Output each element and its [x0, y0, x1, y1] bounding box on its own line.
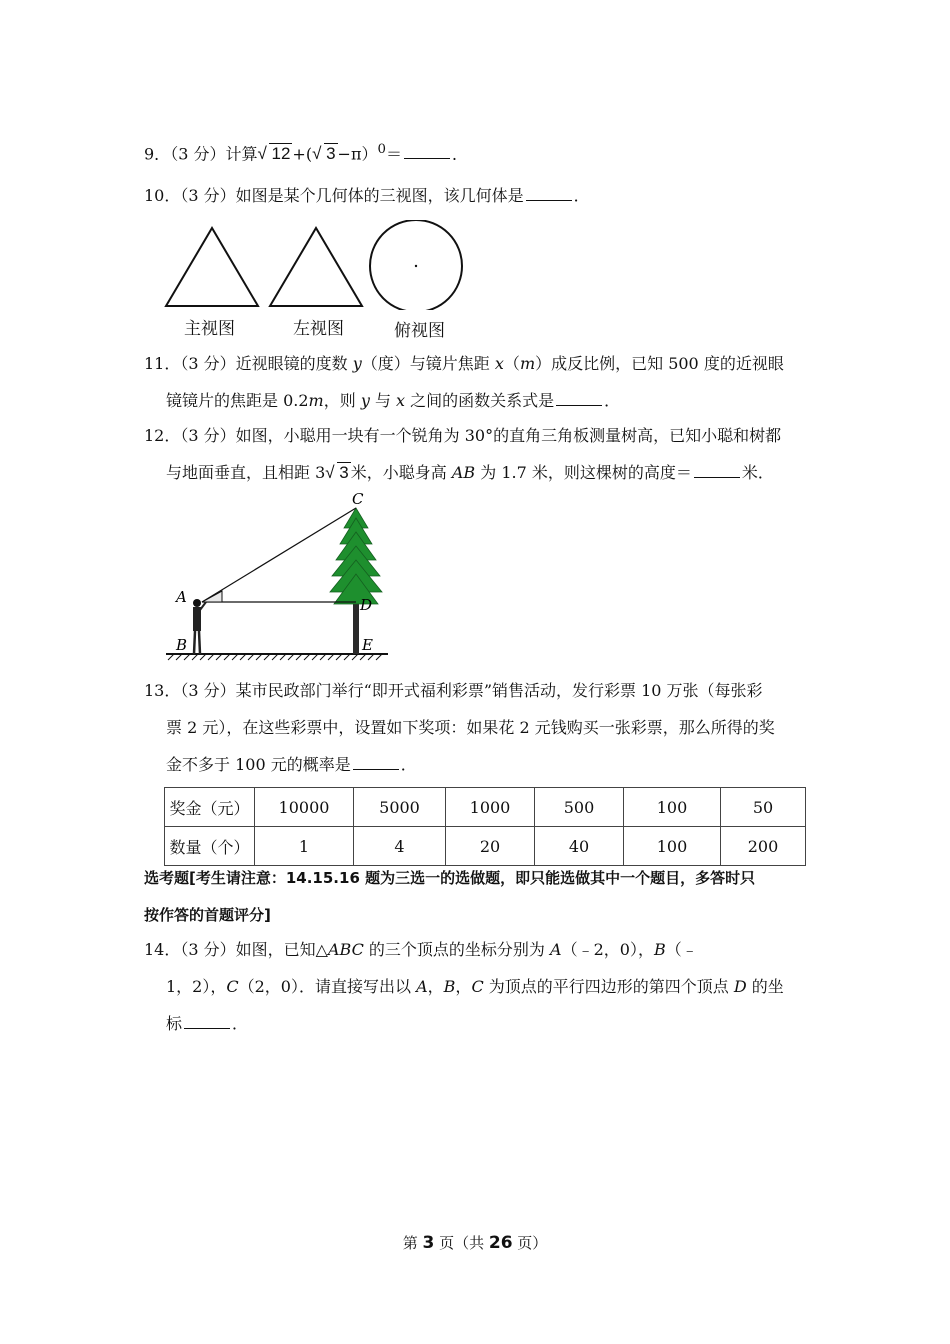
- answer-blank: [694, 463, 740, 478]
- front-view-triangle: [166, 228, 258, 306]
- question-number: 11．: [144, 354, 181, 373]
- var-y: y: [352, 354, 362, 373]
- point-a: A: [550, 940, 562, 959]
- question-score: （3 分）: [180, 940, 236, 959]
- question-number: 13．: [144, 681, 181, 700]
- question-text: （度）与镜片焦距: [361, 354, 495, 373]
- question-9: [144, 140, 468, 164]
- var-x: x: [396, 391, 406, 410]
- elective-notice-line-1: 选考题[考生请注意：14.15.16 题为三选一的选做题，即只能选做其中一个题目，多答时只: [144, 869, 756, 887]
- exponent: 0: [377, 142, 386, 157]
- period: ．: [232, 1014, 249, 1033]
- front-view-caption: 主视图: [184, 319, 235, 339]
- question-10: [144, 186, 590, 206]
- page-footer: [0, 1232, 950, 1253]
- table-cell: 100: [624, 788, 721, 827]
- question-text: （: [503, 354, 520, 373]
- period: ．: [604, 391, 621, 410]
- question-12-line-2: [166, 463, 774, 483]
- question-14-line-1: [144, 940, 698, 960]
- answer-blank: [556, 391, 602, 406]
- answer-blank: [526, 186, 572, 201]
- left-view-caption: 左视图: [293, 319, 344, 339]
- question-text: 的三个顶点的坐标分别为: [363, 940, 551, 959]
- point-d: D: [733, 977, 747, 996]
- point-a: A: [416, 977, 428, 996]
- question-14-line-3: [166, 1014, 248, 1034]
- question-text: 计算: [225, 144, 258, 164]
- question-number: 12．: [144, 426, 181, 445]
- table-row: [165, 827, 806, 866]
- question-text: 如图，小聪用一块有一个锐角为 30°的直角三角板测量树高，已知小聪和树都: [235, 426, 782, 445]
- question-text: 与: [369, 391, 397, 410]
- question-score: （3 分）: [180, 681, 236, 700]
- question-text: 标: [166, 1014, 183, 1033]
- question-number: 10．: [144, 186, 181, 205]
- comma: ，: [455, 977, 472, 996]
- center-dot: [415, 265, 417, 267]
- plus-sign: +(: [292, 144, 313, 164]
- page-total: 26: [488, 1233, 513, 1253]
- question-score: （3 分）: [180, 186, 236, 205]
- left-view-triangle: [270, 228, 362, 306]
- set-square: [202, 591, 222, 602]
- person-body: [193, 607, 201, 631]
- label-e: E: [362, 636, 373, 654]
- question-11-line-2: [166, 391, 620, 411]
- table-row: [165, 788, 806, 827]
- question-text: 的坐: [746, 977, 784, 996]
- segment-ab: AB: [451, 463, 476, 482]
- question-text: ）成反比例，已知 500 度的近视眼: [535, 354, 784, 373]
- triangle-abc: ABC: [327, 940, 364, 959]
- question-text: （﹣2，0），: [561, 940, 654, 959]
- table-cell: 1000: [446, 788, 535, 827]
- question-text: 为 1.7 米，则这棵树的高度＝: [475, 463, 692, 482]
- table-cell: 40: [535, 827, 624, 866]
- footer-text: 页）: [512, 1234, 548, 1252]
- three-views-figure: [160, 220, 480, 310]
- question-12-line-1: [144, 426, 781, 446]
- question-text: 米，小聪身高: [350, 463, 452, 482]
- question-11-line-1: [144, 354, 784, 374]
- question-14-line-2: [166, 977, 784, 997]
- footer-text: 页（共: [434, 1234, 489, 1252]
- person-leg-left: [194, 631, 195, 654]
- table-cell: 奖金（元）: [165, 788, 255, 827]
- sqrt-12: √ 12: [257, 144, 291, 164]
- var-y: y: [360, 391, 370, 410]
- question-text: 近视眼镜的度数: [235, 354, 353, 373]
- table-cell: 数量（个）: [165, 827, 255, 866]
- tree-measurement-figure: [160, 488, 400, 664]
- question-number: 9．: [144, 144, 171, 164]
- question-13-line-3: [166, 755, 417, 775]
- question-text: 某市民政部门举行“即开式福利彩票”销售活动，发行彩票 10 万张（每张彩: [235, 681, 763, 700]
- table-cell: 4: [354, 827, 446, 866]
- person-head: [193, 599, 201, 607]
- tree-foliage: [330, 508, 382, 604]
- table-cell: 200: [721, 827, 806, 866]
- question-score: （3 分）: [170, 144, 226, 164]
- elective-notice-line-2: 按作答的首题评分]: [144, 906, 271, 924]
- period: ．: [451, 144, 468, 164]
- var-m: m: [519, 354, 536, 373]
- table-cell: 500: [535, 788, 624, 827]
- question-text: 镜镜片的焦距是 0.2: [166, 391, 309, 410]
- question-text: （2，0）．请直接写出以: [238, 977, 417, 996]
- period: ．: [573, 186, 590, 205]
- question-text: 1，2），: [166, 977, 227, 996]
- question-score: （3 分）: [180, 354, 236, 373]
- footer-text: 第: [402, 1234, 423, 1252]
- prize-table: [164, 787, 806, 866]
- sqrt-3: √ 3: [312, 144, 336, 164]
- question-text: 米．: [741, 463, 774, 482]
- label-d: D: [360, 596, 373, 614]
- question-text: 如图是某个几何体的三视图，该几何体是: [235, 186, 524, 205]
- question-text: 与地面垂直，且相距 3: [166, 463, 326, 482]
- top-view-caption: 俯视图: [394, 321, 445, 341]
- page-number: 3: [422, 1233, 435, 1253]
- answer-blank: [404, 144, 450, 159]
- label-c: C: [352, 490, 364, 508]
- minus-pi: −π: [337, 144, 362, 164]
- table-cell: 5000: [354, 788, 446, 827]
- point-b: B: [653, 940, 666, 959]
- radicand: 3: [326, 144, 336, 164]
- period: ．: [400, 755, 417, 774]
- question-text: 之间的函数关系式是: [405, 391, 555, 410]
- table-cell: 20: [446, 827, 535, 866]
- table-cell: 1: [255, 827, 354, 866]
- question-score: （3 分）: [180, 426, 236, 445]
- question-text: ，则: [323, 391, 361, 410]
- question-13-line-1: [144, 681, 763, 701]
- question-text: 如图，已知△: [235, 940, 328, 959]
- var-m: m: [308, 391, 324, 410]
- answer-blank: [353, 755, 399, 770]
- comma: ，: [427, 977, 444, 996]
- point-b: B: [443, 977, 456, 996]
- radicand: 12: [271, 144, 291, 164]
- question-text: 为顶点的平行四边形的第四个顶点: [483, 977, 734, 996]
- table-cell: 100: [624, 827, 721, 866]
- close-paren: ）: [361, 144, 378, 164]
- var-x: x: [494, 354, 504, 373]
- answer-blank: [184, 1014, 230, 1029]
- label-a: A: [176, 588, 187, 606]
- table-cell: 50: [721, 788, 806, 827]
- question-number: 14．: [144, 940, 181, 959]
- equals-sign: ＝: [385, 144, 402, 164]
- person-leg-right: [199, 631, 200, 654]
- label-b: B: [176, 636, 188, 654]
- point-c: C: [226, 977, 239, 996]
- radicand: 3: [339, 463, 349, 482]
- point-c: C: [471, 977, 484, 996]
- table-cell: 10000: [255, 788, 354, 827]
- sqrt-3: √ 3: [325, 463, 349, 482]
- question-text: 金不多于 100 元的概率是: [166, 755, 351, 774]
- question-13-line-2: 票 2 元），在这些彩票中，设置如下奖项：如果花 2 元钱购买一张彩票，那么所得的奖: [166, 718, 775, 737]
- question-text: （﹣: [665, 940, 698, 959]
